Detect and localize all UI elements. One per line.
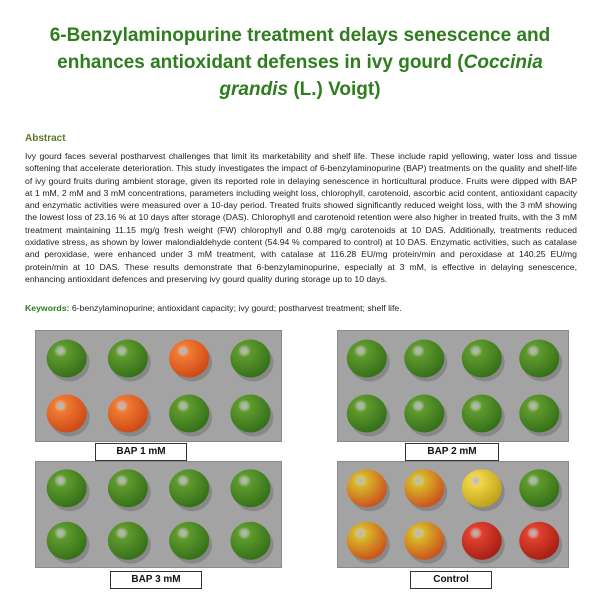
fruit-photo-bap-2mm [338,331,568,441]
caption-control: Control [410,571,492,589]
paper-title [22,22,578,103]
fruit-photo-bap-1mm [36,331,281,441]
ivy-gourd-fruit-green [519,469,559,507]
caption-bap-3mm: BAP 3 mM [110,571,202,589]
ivy-gourd-fruit-green [169,469,209,507]
ivy-gourd-fruit-green [347,395,387,433]
ivy-gourd-fruit-green [404,395,444,433]
abstract-text: Ivy gourd faces several postharvest challenges that limit its marketability and shelf life. These include rapid yellowing, water loss and tissue softening that accelerate deterioration. This study investigates the impact of 6-benzylaminopurine (BAP) treatments on the quality and shelf-life of ivy gourd fruits during ambient storage, given its reported role in delaying senescence in horticultural produce. Fruits were dipped with BAP at 1 mM, 2 mM and 3 mM concentrations, parameters including weight loss, chlorophyll, carotenoid, ascorbic acid content, antioxidant capacity and enzymatic activities were measured over a 10-day period. Treated fruits showed significantly reduced weight loss, with the 3 mM showing the lowest loss of 23.16 % at 10 days after storage (DAS). Chlorophyll and carotenoid retention were also higher in treated fruits, with the 3 mM treatment maintaining 11.15 mg/g fresh weight (FW) chlorophyll and 0.88 mg/g carotenoids at 10 DAS. Additionally, treatments reduced oxidative stress, as shown by lower malondialdehyde content (54.94 % compared to control) at 10 DAS. Enzymatic activities, such as catalase and peroxidase, were enhanced under 3 mM treatment, with catalase at 116.28 EU/mg protein/min and peroxidase at 140.25 EU/mg protein/min at 10 DAS. These results demonstrate that 6-benzylaminopurine, especially at 3 mM, is effective in delaying senescence, enhancing antioxidant defences and preserving ivy gourd quality during storage up to 10 days. [25,151,577,284]
ivy-gourd-fruit-green [347,340,387,378]
photo-bap-1mm [35,330,282,442]
ivy-gourd-fruit-green [462,395,502,433]
ivy-gourd-fruit-green [108,469,148,507]
ivy-gourd-fruit-green [404,340,444,378]
ivy-gourd-fruit-green [108,340,148,378]
fruit-photo-control [338,462,568,567]
keywords-text: 6-benzylaminopurine; antioxidant capacity; ivy gourd; postharvest treatment; shelf life. [69,303,402,313]
title-species: Coccinia grandis [219,52,543,100]
caption-bap-2mm: BAP 2 mM [405,443,499,461]
caption-bap-1mm: BAP 1 mM [95,443,187,461]
ivy-gourd-fruit-green [519,395,559,433]
ivy-gourd-fruit-green [108,522,148,560]
ivy-gourd-fruit-mixed [404,469,444,507]
ivy-gourd-fruit-mixed [347,522,387,560]
abstract-heading: Abstract [25,133,66,144]
photo-control [337,461,569,568]
ivy-gourd-fruit-mixed [347,469,387,507]
ivy-gourd-fruit-green [169,522,209,560]
ivy-gourd-fruit-green [47,522,87,560]
title-end: (L.) Voigt) [288,79,381,100]
keywords-label: Keywords: [25,303,70,313]
photo-bap-2mm [337,330,569,442]
ivy-gourd-fruit-red [519,522,559,560]
ivy-gourd-fruit-mixed [404,522,444,560]
ivy-gourd-fruit-yellow [462,469,502,507]
ivy-gourd-fruit-green [230,340,270,378]
keywords-line [25,303,577,313]
ivy-gourd-fruit-green [230,522,270,560]
title-main: 6-Benzylaminopurine treatment delays senescence and enhances antioxidant defenses in ivy gourd ( [49,25,551,73]
ivy-gourd-fruit-green [47,469,87,507]
ivy-gourd-fruit-orange [108,395,148,433]
ivy-gourd-fruit-green [47,340,87,378]
ivy-gourd-fruit-green [230,469,270,507]
ivy-gourd-fruit-orange [47,395,87,433]
ivy-gourd-fruit-green [230,395,270,433]
ivy-gourd-fruit-green [462,340,502,378]
photo-bap-3mm [35,461,282,568]
ivy-gourd-fruit-green [519,340,559,378]
fruit-photo-bap-3mm [36,462,281,567]
ivy-gourd-fruit-red [462,522,502,560]
ivy-gourd-fruit-green [169,395,209,433]
ivy-gourd-fruit-orange [169,340,209,378]
